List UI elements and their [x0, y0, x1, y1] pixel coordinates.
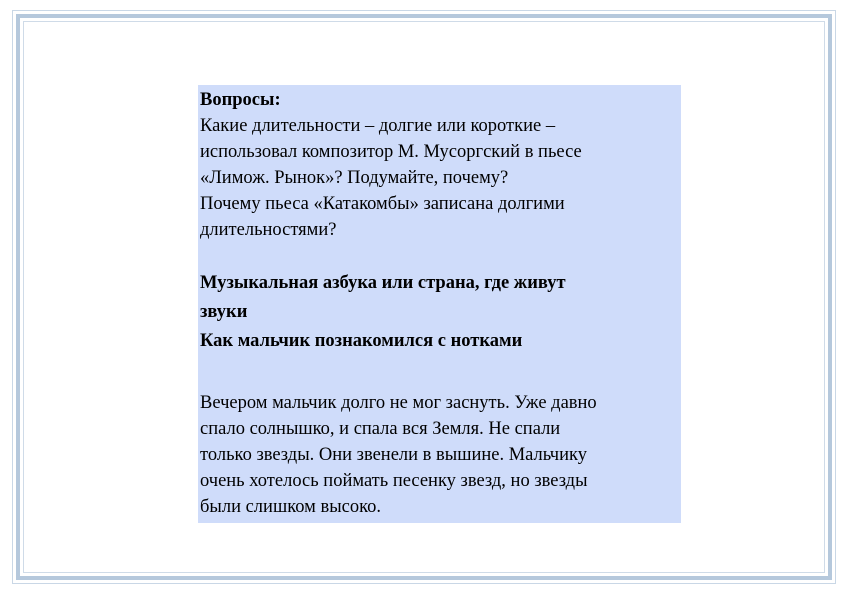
question-line: Какие длительности – долгие или короткие –: [200, 116, 556, 136]
question-line: Почему пьеса «Катакомбы» записана долгими: [200, 194, 565, 214]
question-line: длительностями?: [200, 220, 337, 240]
questions-heading: Вопросы:: [200, 90, 281, 110]
section-title-line: звуки: [200, 302, 248, 322]
story-line: были слишком высоко.: [200, 497, 382, 517]
question-line: использовал композитор М. Мусоргский в пьесе: [200, 142, 582, 162]
story-line: очень хотелось поймать песенку звезд, но звезды: [200, 471, 588, 491]
story-line: только звезды. Они звенели в вышине. Мальчику: [200, 445, 587, 465]
section-title-line: Музыкальная азбука или страна, где живут: [200, 273, 566, 293]
spacer: [200, 243, 679, 269]
story-line: Вечером мальчик долго не мог заснуть. Уже давно: [200, 393, 597, 413]
section-subtitle: Как мальчик познакомился с нотками: [200, 331, 523, 351]
question-line: «Лимож. Рынок»? Подумайте, почему?: [200, 168, 509, 188]
spacer: [200, 356, 679, 390]
text-box: [198, 85, 681, 523]
story-line: спало солнышко, и спала вся Земля. Не спали: [200, 419, 561, 439]
